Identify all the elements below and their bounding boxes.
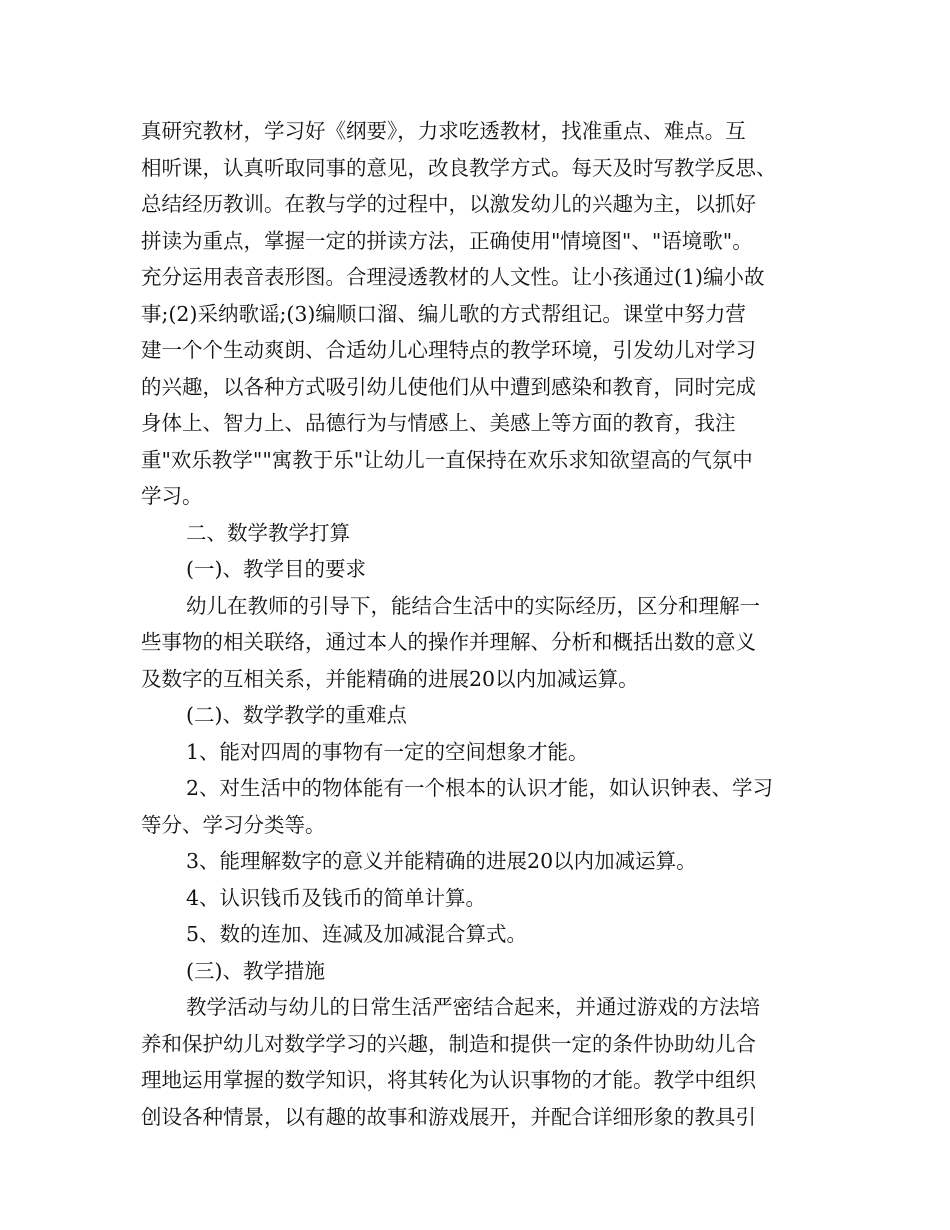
document-body xyxy=(141,113,813,1135)
text-line: 身体上、智力上、品德行为与情感上、美感上等方面的教育，我注 xyxy=(141,411,736,435)
text-line: 创设各种情景，以有趣的故事和游戏展开，并配合详细形象的教具引 xyxy=(141,1104,756,1129)
text-line: (一)、教学目的要求 xyxy=(186,557,366,581)
text-line: 及数字的互相关系，并能精确的进展20以内加减运算。 xyxy=(141,666,639,691)
text-line: 1、能对四周的事物有一定的空间想象才能。 xyxy=(186,739,589,764)
text-line: (二)、数学教学的重难点 xyxy=(186,703,407,727)
text-line: 真研究教材，学习好《纲要》，力求吃透教材，找准重点、难点。互 xyxy=(141,119,746,143)
text-line: 4、认识钱币及钱币的简单计算。 xyxy=(186,885,487,910)
text-line: 些事物的相关联络，通过本人的操作并理解、分析和概括出数的意义 xyxy=(141,630,756,654)
text-line: 相听课，认真听取同事的意见，改良教学方式。每天及时写教学反思、 xyxy=(141,155,777,180)
text-line: 教学活动与幼儿的日常生活严密结合起来，并通过游戏的方法培 xyxy=(186,995,760,1019)
text-line: 拼读为重点，掌握一定的拼读方法，正确使用"情境图"、"语境歌"。 xyxy=(141,228,753,253)
text-line: 理地运用掌握的数学知识，将其转化为认识事物的才能。教学中组织 xyxy=(141,1068,756,1092)
text-line: 等分、学习分类等。 xyxy=(141,812,326,837)
text-line: 幼儿在教师的引导下，能结合生活中的实际经历，区分和理解一 xyxy=(186,593,760,618)
text-line: 养和保护幼儿对数学学习的兴趣，制造和提供一定的条件协助幼儿合 xyxy=(141,1031,756,1056)
text-line: 充分运用表音表形图。合理浸透教材的人文性。让小孩通过(1)编小故 xyxy=(141,265,765,289)
text-line: 事;(2)采纳歌谣;(3)编顺口溜、编儿歌的方式帮组记。课堂中努力营 xyxy=(141,301,746,326)
text-line: 重"欢乐教学""寓教于乐"让幼儿一直保持在欢乐求知欲望高的气氛中 xyxy=(141,447,753,472)
text-line: 的兴趣，以各种方式吸引幼儿使他们从中遭到感染和教育，同时完成 xyxy=(141,374,756,399)
text-line: 3、能理解数字的意义并能精确的进展20以内加减运算。 xyxy=(186,849,697,873)
text-line: 学习。 xyxy=(141,484,203,508)
text-line: 总结经历教训。在教与学的过程中，以激发幼儿的兴趣为主，以抓好 xyxy=(141,192,756,216)
text-line: 建一个个生动爽朗、合适幼儿心理特点的教学环境，引发幼儿对学习 xyxy=(141,338,756,362)
text-line: 2、对生活中的物体能有一个根本的认识才能，如认识钟表、学习 xyxy=(186,776,774,800)
text-line: 二、数学教学打算 xyxy=(186,520,350,545)
text-line: 5、数的连加、连减及加减混合算式。 xyxy=(186,922,528,946)
text-line: (三)、教学措施 xyxy=(186,958,325,983)
